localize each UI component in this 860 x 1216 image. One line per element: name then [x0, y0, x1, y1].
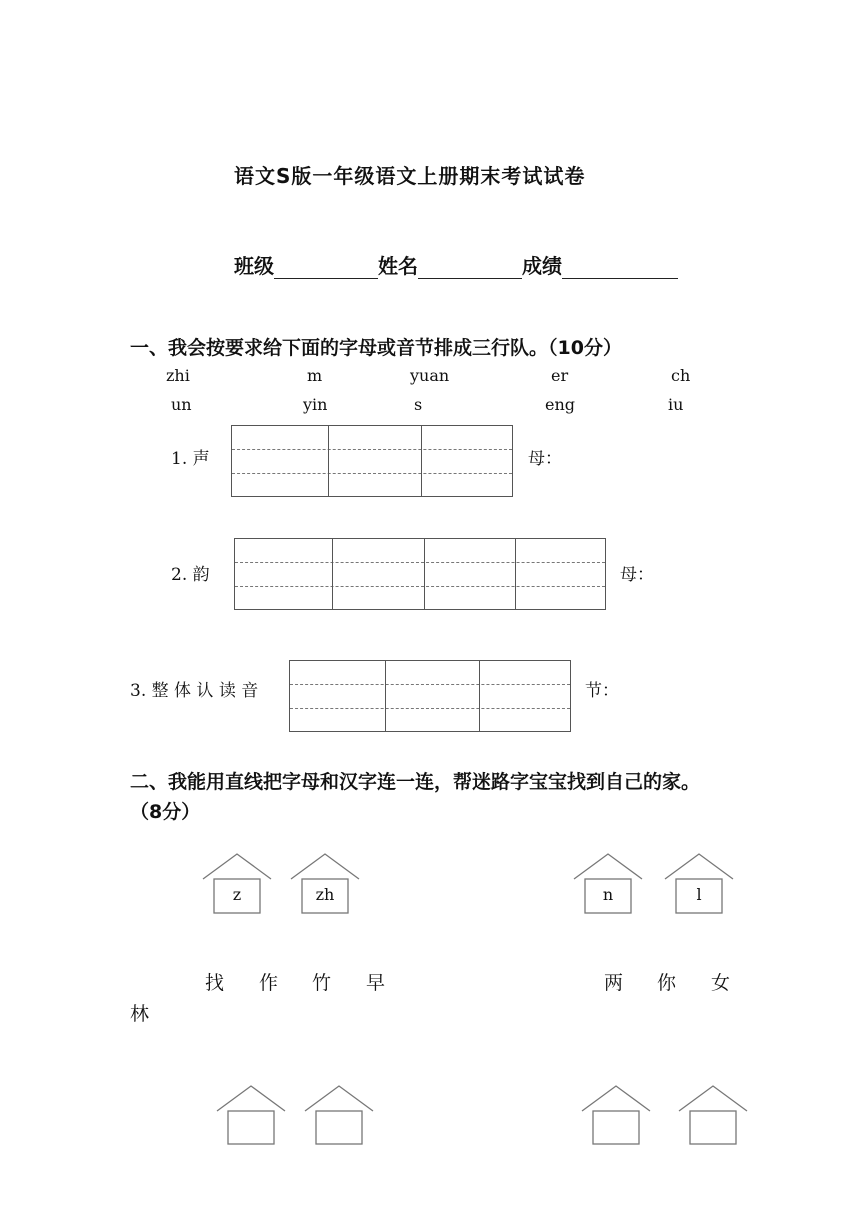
page-title: 语文S版一年级语文上册期末考试试卷: [234, 164, 586, 188]
char-item[interactable]: 林: [130, 1003, 150, 1025]
syllable: ch: [671, 366, 691, 385]
syllable: zhi: [166, 366, 190, 385]
char-item[interactable]: 找: [205, 972, 225, 994]
char-item[interactable]: 竹: [312, 972, 332, 994]
syllable: s: [414, 395, 423, 414]
class-label: 班级: [234, 254, 274, 278]
q2-suffix: 母：: [620, 565, 654, 585]
house-letter: zh: [315, 885, 335, 904]
char-item[interactable]: 早: [366, 972, 386, 994]
syllable: iu: [668, 395, 684, 414]
char-item[interactable]: 两: [604, 972, 624, 994]
q3-prefix: 3. 整 体 认 读 音: [130, 681, 259, 701]
empty-house-icon: [216, 1085, 286, 1147]
house-letter: n: [602, 885, 614, 904]
info-line: [234, 250, 678, 279]
empty-house-icon: [581, 1085, 651, 1147]
syllable: er: [551, 366, 569, 385]
empty-house-icon: [304, 1085, 374, 1147]
syllable: eng: [545, 395, 576, 414]
syllable: yin: [303, 395, 328, 414]
house-icon: [290, 853, 360, 915]
syllable: yuan: [410, 366, 450, 385]
house-icon: [664, 853, 734, 915]
house-icon: [573, 853, 643, 915]
house-letter: l: [696, 885, 702, 904]
q3-writing-grid[interactable]: [289, 660, 571, 732]
char-item[interactable]: 作: [259, 972, 279, 994]
syllable: un: [171, 395, 192, 414]
name-blank: [418, 258, 522, 279]
class-blank: [274, 258, 378, 279]
section2-heading: 二、我能用直线把字母和汉字连一连，帮迷路字宝宝找到自己的家。: [130, 771, 701, 793]
section2-heading-score: （8分）: [130, 801, 201, 823]
char-item[interactable]: 你: [657, 972, 677, 994]
q1-writing-grid[interactable]: [231, 425, 513, 497]
empty-house-icon: [678, 1085, 748, 1147]
house-icon: [202, 853, 272, 915]
q1-prefix: 1. 声: [171, 449, 210, 469]
score-blank: [562, 258, 678, 279]
name-label: 姓名: [378, 254, 418, 278]
score-label: 成绩: [522, 254, 562, 278]
syllable: m: [307, 366, 323, 385]
char-item[interactable]: 女: [711, 972, 731, 994]
section1-heading: 一、我会按要求给下面的字母或音节排成三行队。（10分）: [130, 337, 622, 359]
q2-prefix: 2. 韵: [171, 565, 210, 585]
house-letter: z: [232, 885, 242, 904]
q3-suffix: 节：: [585, 681, 619, 701]
q2-writing-grid[interactable]: [234, 538, 606, 610]
q1-suffix: 母：: [528, 449, 562, 469]
